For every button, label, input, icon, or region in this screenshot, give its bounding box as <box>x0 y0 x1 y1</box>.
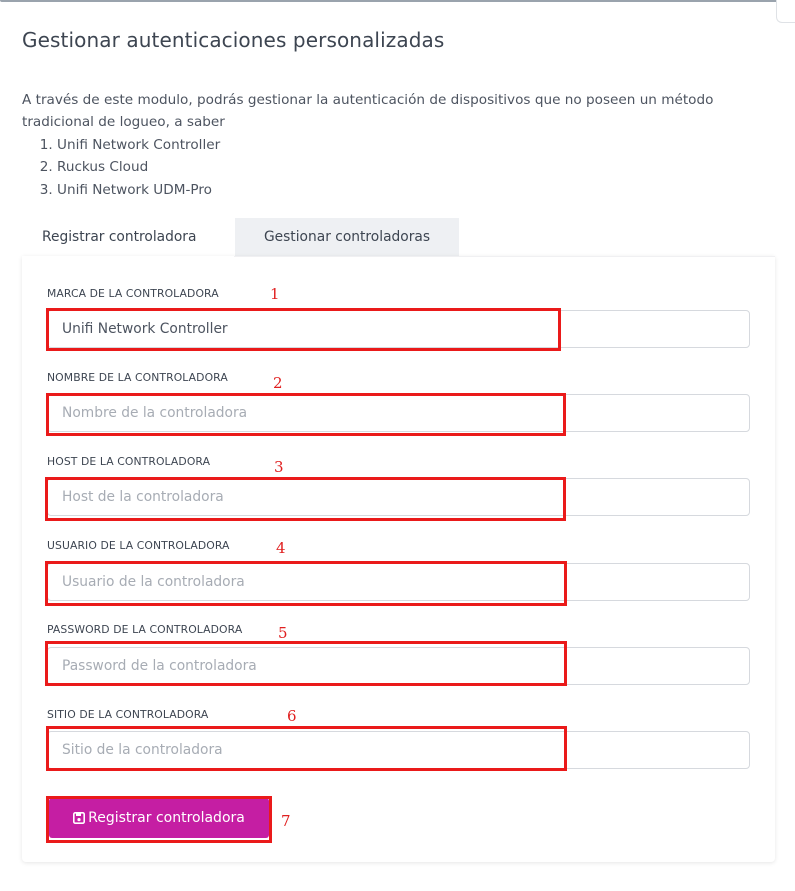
name-input[interactable] <box>47 394 750 432</box>
password-label: PASSWORD DE LA CONTROLADORA <box>47 623 243 636</box>
page-title: Gestionar autenticaciones personalizadas <box>22 28 445 52</box>
list-item: 1. Unifi Network Controller <box>57 134 762 156</box>
annotation-number-3: 3 <box>274 458 284 476</box>
brand-input[interactable] <box>47 310 750 348</box>
host-input[interactable] <box>47 478 750 516</box>
site-label: SITIO DE LA CONTROLADORA <box>47 708 209 721</box>
tab-gestionar[interactable]: Gestionar controladoras <box>235 218 459 256</box>
name-label: NOMBRE DE LA CONTROLADORA <box>47 371 228 384</box>
annotation-number-7: 7 <box>281 812 291 830</box>
annotation-number-1: 1 <box>270 285 280 303</box>
annotation-number-4: 4 <box>276 539 286 557</box>
list-item: 3. Unifi Network UDM-Pro <box>57 179 762 201</box>
intro-text: A través de este modulo, podrás gestionar la autenticación de dispositivos que no poseen un método tradicional de logueo, a saber <box>22 92 714 131</box>
brand-label: MARCA DE LA CONTROLADORA <box>47 287 219 300</box>
register-button-label: Registrar controladora <box>88 810 245 826</box>
annotation-number-2: 2 <box>273 374 283 392</box>
tab-bar <box>22 218 459 256</box>
supported-list <box>22 134 762 201</box>
annotation-number-6: 6 <box>287 707 297 725</box>
host-label: HOST DE LA CONTROLADORA <box>47 455 211 468</box>
top-border <box>0 0 795 2</box>
tab-registrar[interactable]: Registrar controladora <box>22 218 235 256</box>
annotation-number-5: 5 <box>278 624 288 642</box>
password-input[interactable] <box>47 647 750 685</box>
intro-section <box>22 89 762 201</box>
user-label: USUARIO DE LA CONTROLADORA <box>47 539 230 552</box>
site-input[interactable] <box>47 731 750 769</box>
save-icon <box>73 812 85 824</box>
corner-tab <box>776 0 795 23</box>
register-controller-button[interactable] <box>49 798 269 838</box>
list-item: 2. Ruckus Cloud <box>57 156 762 178</box>
form-card <box>22 256 775 862</box>
user-input[interactable] <box>47 563 750 601</box>
